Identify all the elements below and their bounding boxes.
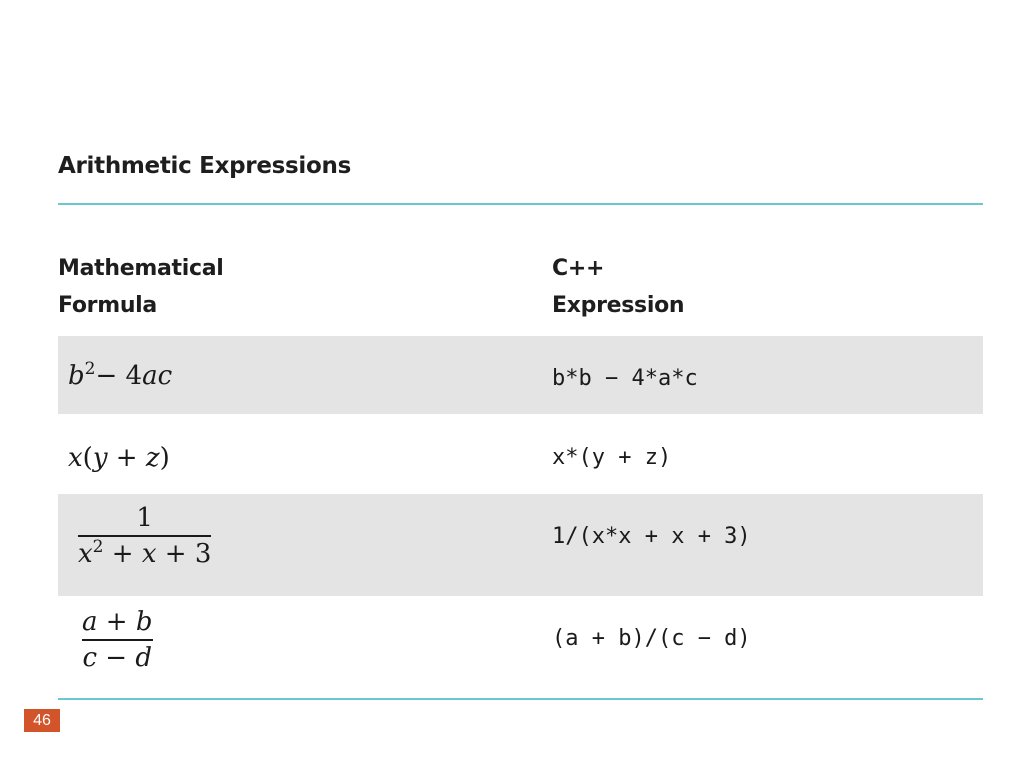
- math-var: d: [135, 643, 153, 673]
- math-fraction: [82, 605, 153, 675]
- math-op: +: [103, 539, 142, 569]
- math-var: ac: [142, 361, 173, 391]
- math-var: z: [145, 443, 160, 473]
- math-paren: (: [82, 443, 93, 473]
- column-header-expression-line1: C++: [552, 256, 605, 281]
- fraction-numerator: 1: [136, 503, 153, 533]
- fraction-numerator: [82, 605, 153, 639]
- top-divider: [58, 203, 983, 205]
- table-row: [58, 414, 983, 494]
- cpp-expression: 1/(x*x + x + 3): [552, 524, 751, 549]
- math-var: c: [82, 643, 98, 673]
- column-header-expression-line2: Expression: [552, 293, 685, 318]
- math-var: x: [78, 539, 93, 569]
- math-op: +: [97, 607, 136, 637]
- math-fraction: [78, 501, 211, 571]
- bottom-divider: [58, 698, 983, 700]
- cpp-expression: x*(y + z): [552, 445, 672, 470]
- table-row: [58, 596, 983, 698]
- math-formula: [68, 443, 170, 473]
- math-exponent: 2: [84, 359, 96, 379]
- fraction-denominator: [78, 537, 211, 571]
- column-header-formula-line1: Mathematical: [58, 256, 224, 281]
- column-header-expression: [552, 250, 684, 324]
- math-op: +: [107, 443, 146, 473]
- page-title: Arithmetic Expressions: [58, 153, 351, 179]
- column-header-formula-line2: Formula: [58, 293, 157, 318]
- math-op: −: [97, 643, 136, 673]
- math-op: − 4: [95, 361, 143, 391]
- math-var: y: [92, 443, 108, 473]
- math-var: b: [68, 361, 85, 391]
- math-paren: ): [159, 443, 170, 473]
- math-var: b: [135, 607, 153, 637]
- math-var: x: [141, 539, 157, 569]
- cpp-expression: (a + b)/(c − d): [552, 626, 751, 651]
- math-op: + 3: [156, 539, 212, 569]
- column-header-formula: [58, 250, 224, 324]
- fraction-denominator: [82, 641, 152, 675]
- page-number-badge: 46: [24, 709, 60, 732]
- table-row: [58, 336, 983, 414]
- math-var: a: [82, 607, 98, 637]
- cpp-expression: b*b − 4*a*c: [552, 366, 698, 391]
- table-row: [58, 494, 983, 596]
- math-exponent: 2: [92, 537, 104, 557]
- math-formula: [68, 361, 172, 391]
- math-var: x: [68, 443, 83, 473]
